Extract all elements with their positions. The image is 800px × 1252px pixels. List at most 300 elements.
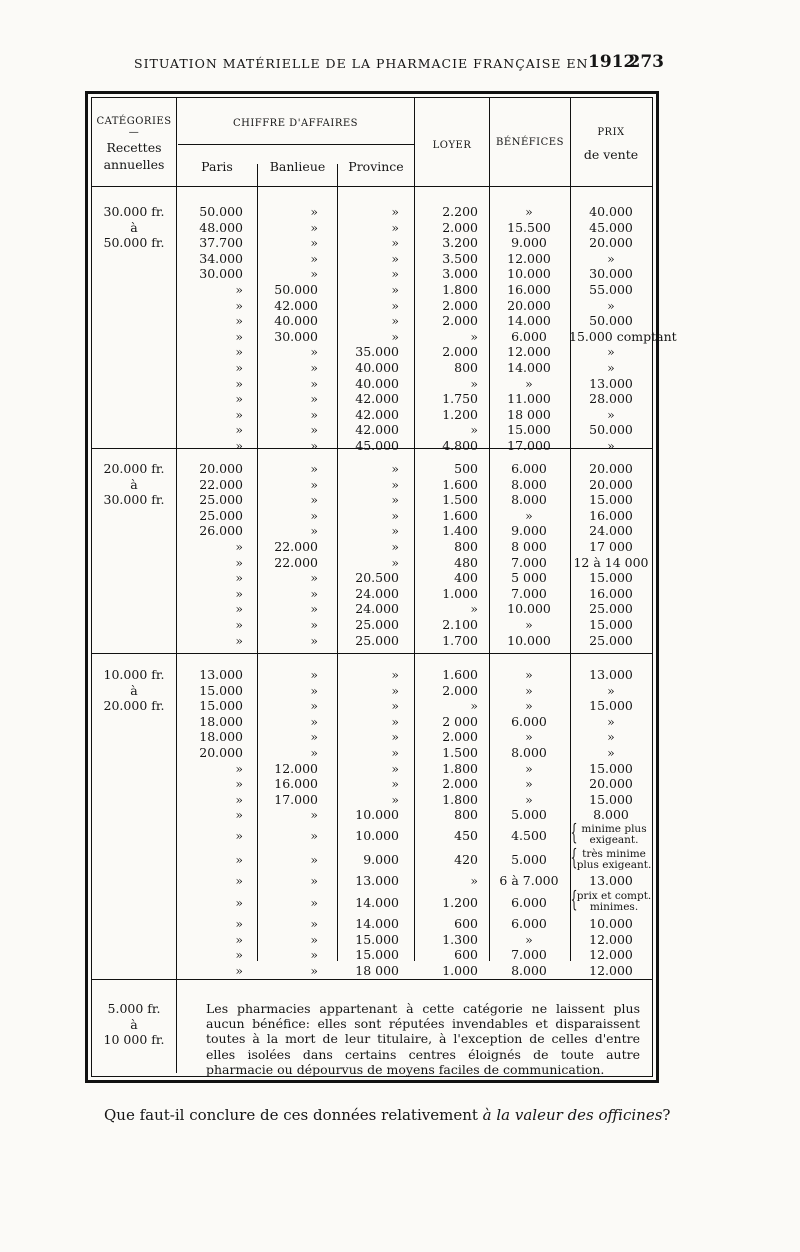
cell-profits: 8.000 bbox=[511, 962, 547, 978]
cell-province: » bbox=[391, 729, 399, 745]
cell-price: 55.000 bbox=[589, 282, 633, 297]
cell-price: 13.000 bbox=[589, 873, 633, 889]
cell-province: 35.000 bbox=[355, 344, 399, 360]
cell-province: » bbox=[391, 682, 399, 698]
cell-paris: 13.000 bbox=[199, 667, 243, 682]
category-line: 10 000 fr. bbox=[103, 1032, 165, 1048]
cell-banlieue: 16.000 bbox=[274, 776, 318, 792]
cell-province: » bbox=[391, 523, 399, 539]
cell-banlieue: » bbox=[310, 391, 318, 407]
cell-price: 15.000 bbox=[589, 570, 633, 586]
cell-price: 15.000 bbox=[589, 698, 633, 714]
cell-price: 12.000 bbox=[589, 962, 633, 978]
cell-paris: » bbox=[235, 328, 243, 344]
page-number: 273 bbox=[628, 52, 664, 72]
cell-province: 25.000 bbox=[355, 632, 399, 648]
cell-price: 25.000 bbox=[589, 632, 633, 648]
cell-paris: » bbox=[235, 422, 243, 438]
cell-price: » bbox=[607, 360, 615, 375]
cell-profits: 10.000 bbox=[507, 266, 551, 282]
cell-paris: » bbox=[235, 313, 243, 329]
cell-profits: » bbox=[525, 617, 533, 632]
cell-profits: 10.000 bbox=[507, 601, 551, 617]
cell-rent: 1.600 bbox=[442, 507, 478, 523]
cell-rent: 2.000 bbox=[442, 776, 478, 792]
cell-paris: » bbox=[235, 807, 243, 823]
cell-banlieue: » bbox=[310, 438, 318, 453]
cell-profits: 8.000 bbox=[511, 745, 547, 760]
category-line: 5.000 fr. bbox=[107, 1001, 161, 1016]
cell-paris: » bbox=[235, 760, 243, 776]
cell-province: 18 000 bbox=[355, 962, 399, 978]
category-label bbox=[92, 204, 176, 251]
cell-rent: 3.200 bbox=[442, 235, 478, 251]
running-title: SITUATION MATÉRIELLE DE LA PHARMACIE FRANÇAISE EN bbox=[134, 56, 589, 71]
cell-rent: 1.500 bbox=[442, 492, 478, 508]
cell-paris: » bbox=[235, 776, 243, 792]
cell-banlieue: » bbox=[310, 873, 318, 889]
cell-banlieue: 40.000 bbox=[274, 313, 318, 329]
cell-rent: » bbox=[470, 601, 478, 617]
cell-banlieue: 17.000 bbox=[274, 791, 318, 807]
cell-profits: 9.000 bbox=[511, 235, 547, 251]
cell-paris: » bbox=[235, 791, 243, 807]
column-rule bbox=[176, 98, 177, 1073]
cell-banlieue: » bbox=[310, 461, 318, 476]
cell-province: » bbox=[391, 250, 399, 266]
category-5000 bbox=[92, 1001, 176, 1048]
header-paris: Paris bbox=[201, 159, 233, 174]
cell-profits: » bbox=[525, 791, 533, 807]
cell-rent: 1.600 bbox=[442, 476, 478, 492]
cell-price: 50.000 bbox=[589, 422, 633, 438]
cell-banlieue: » bbox=[310, 916, 318, 931]
cell-paris: » bbox=[235, 375, 243, 391]
cell-price: 15.000 bbox=[589, 791, 633, 807]
cell-rent: 1.800 bbox=[442, 760, 478, 776]
cell-province: » bbox=[391, 554, 399, 570]
category-line: 30.000 fr. bbox=[103, 492, 165, 508]
cell-rent: 1.300 bbox=[442, 931, 478, 947]
cell-profits: 6.000 bbox=[511, 461, 547, 476]
cell-province: 14.000 bbox=[355, 895, 399, 911]
cell-price: 16.000 bbox=[589, 507, 633, 523]
cell-rent: 3.500 bbox=[442, 250, 478, 266]
cell-profits: » bbox=[525, 931, 533, 947]
cell-paris: » bbox=[235, 931, 243, 947]
cell-province: 10.000 bbox=[355, 807, 399, 823]
cell-banlieue: » bbox=[310, 585, 318, 601]
cell-paris: 15.000 bbox=[199, 682, 243, 698]
cell-price: 20.000 bbox=[589, 776, 633, 792]
cell-banlieue: » bbox=[310, 962, 318, 978]
cell-profits: » bbox=[525, 375, 533, 391]
price-remark bbox=[576, 824, 652, 846]
cell-paris: » bbox=[235, 827, 243, 843]
footer-question bbox=[104, 1106, 670, 1124]
cell-banlieue: » bbox=[310, 895, 318, 911]
cell-rent: 1.200 bbox=[442, 895, 478, 911]
cell-banlieue: » bbox=[310, 713, 318, 729]
cell-province: 25.000 bbox=[355, 617, 399, 632]
cell-price: 24.000 bbox=[589, 523, 633, 539]
cell-paris: 30.000 bbox=[199, 266, 243, 282]
cell-rent: 2.100 bbox=[442, 617, 478, 632]
cell-rent: 1.800 bbox=[442, 791, 478, 807]
cell-banlieue: 12.000 bbox=[274, 760, 318, 776]
cell-banlieue: » bbox=[310, 507, 318, 523]
cell-paris: » bbox=[235, 297, 243, 313]
cell-banlieue: 22.000 bbox=[274, 539, 318, 554]
cell-paris: » bbox=[235, 539, 243, 554]
cell-province: » bbox=[391, 667, 399, 682]
cell-rent: 1.200 bbox=[442, 406, 478, 422]
cell-profits: 9.000 bbox=[511, 523, 547, 539]
cell-profits: » bbox=[525, 682, 533, 698]
category-label bbox=[92, 667, 176, 714]
cell-banlieue: » bbox=[310, 729, 318, 745]
header-banlieue: Banlieue bbox=[269, 159, 326, 174]
cell-province: » bbox=[391, 507, 399, 523]
cell-rent: 1.750 bbox=[442, 391, 478, 407]
cell-price: 28.000 bbox=[589, 391, 633, 407]
cell-banlieue: » bbox=[310, 698, 318, 714]
cell-paris: 20.000 bbox=[199, 745, 243, 760]
category-line: à bbox=[130, 1016, 138, 1032]
remark-line: exigeant. bbox=[589, 834, 639, 846]
header-province: Province bbox=[348, 159, 404, 174]
cell-paris: » bbox=[235, 344, 243, 360]
cell-province: » bbox=[391, 461, 399, 476]
cell-price: 12 à 14 000 bbox=[573, 554, 649, 570]
cell-rent: 500 bbox=[454, 461, 478, 476]
cell-banlieue: » bbox=[310, 250, 318, 266]
running-header bbox=[88, 52, 664, 76]
cell-rent: » bbox=[470, 873, 478, 889]
cell-profits: 8.000 bbox=[511, 476, 547, 492]
cell-paris: 25.000 bbox=[199, 492, 243, 508]
cell-profits: » bbox=[525, 776, 533, 792]
cell-profits: 8 000 bbox=[511, 539, 547, 554]
cell-profits: 6.000 bbox=[511, 328, 547, 344]
cell-paris: 18.000 bbox=[199, 729, 243, 745]
cell-price: » bbox=[607, 745, 615, 760]
cell-province: 15.000 bbox=[355, 947, 399, 963]
cell-province: 40.000 bbox=[355, 375, 399, 391]
cell-rent: » bbox=[470, 375, 478, 391]
cell-profits: 18 000 bbox=[507, 406, 551, 422]
remark-line: minime plus bbox=[581, 823, 647, 835]
cell-paris: 26.000 bbox=[199, 523, 243, 539]
cell-price: 30.000 bbox=[589, 266, 633, 282]
group-rule bbox=[92, 653, 652, 654]
cell-paris: 25.000 bbox=[199, 507, 243, 523]
cell-province: 15.000 bbox=[355, 931, 399, 947]
cell-price: 17 000 bbox=[589, 539, 633, 554]
cell-paris: » bbox=[235, 852, 243, 868]
cell-banlieue: » bbox=[310, 931, 318, 947]
cell-province: 20.500 bbox=[355, 570, 399, 586]
footer-text-italic: à la valeur des officines bbox=[482, 1106, 663, 1124]
cell-banlieue: » bbox=[310, 406, 318, 422]
cell-province: » bbox=[391, 776, 399, 792]
cell-province: » bbox=[391, 235, 399, 251]
cell-profits: 7.000 bbox=[511, 585, 547, 601]
cell-profits: 12.000 bbox=[507, 250, 551, 266]
cell-price: 13.000 bbox=[589, 375, 633, 391]
cell-province: » bbox=[391, 698, 399, 714]
cell-price: » bbox=[607, 682, 615, 698]
cell-province: » bbox=[391, 328, 399, 344]
cell-paris: » bbox=[235, 391, 243, 407]
cell-banlieue: » bbox=[310, 745, 318, 760]
cell-paris: 20.000 bbox=[199, 461, 243, 476]
cell-banlieue: » bbox=[310, 667, 318, 682]
cell-price: 15.000 bbox=[589, 492, 633, 508]
cell-province: 45.000 bbox=[355, 438, 399, 453]
cell-banlieue: » bbox=[310, 476, 318, 492]
category-line: 20.000 fr. bbox=[103, 461, 165, 476]
cell-profits: 5.000 bbox=[511, 852, 547, 868]
price-remark bbox=[576, 891, 652, 913]
cell-paris: » bbox=[235, 554, 243, 570]
cell-banlieue: 42.000 bbox=[274, 297, 318, 313]
cell-province: » bbox=[391, 266, 399, 282]
cell-rent: 800 bbox=[454, 360, 478, 375]
price-remark bbox=[576, 849, 652, 871]
cell-rent: » bbox=[470, 698, 478, 714]
header-price: PRIX bbox=[597, 127, 625, 138]
cell-province: » bbox=[391, 297, 399, 313]
cell-province: 24.000 bbox=[355, 601, 399, 617]
cell-profits: » bbox=[525, 507, 533, 523]
cell-province: » bbox=[391, 313, 399, 329]
brace-glyph: { bbox=[570, 821, 578, 846]
header-categories: CATÉGORIES bbox=[96, 116, 172, 127]
cell-paris: » bbox=[235, 895, 243, 911]
cell-paris: » bbox=[235, 617, 243, 632]
cell-price: » bbox=[607, 713, 615, 729]
header-turnover: CHIFFRE D'AFFAIRES bbox=[232, 118, 359, 129]
cell-profits: 14.000 bbox=[507, 313, 551, 329]
cell-banlieue: » bbox=[310, 375, 318, 391]
cell-rent: 2 000 bbox=[442, 713, 478, 729]
cell-price: » bbox=[607, 729, 615, 745]
cell-banlieue: » bbox=[310, 617, 318, 632]
cell-rent: 600 bbox=[454, 916, 478, 931]
cell-profits: 12.000 bbox=[507, 344, 551, 360]
cell-price: 20.000 bbox=[589, 461, 633, 476]
cell-price: 50.000 bbox=[589, 313, 633, 329]
remark-line: minimes. bbox=[589, 901, 639, 913]
cell-province: » bbox=[391, 476, 399, 492]
cell-province: » bbox=[391, 760, 399, 776]
category-line: à bbox=[130, 476, 138, 492]
header-receipts-1: Recettes bbox=[106, 140, 162, 155]
cell-province: 42.000 bbox=[355, 422, 399, 438]
cell-paris: 50.000 bbox=[199, 204, 243, 219]
cell-profits: 4.500 bbox=[511, 827, 547, 843]
category-label bbox=[92, 461, 176, 508]
footer-text-end: ? bbox=[662, 1106, 671, 1124]
cell-paris: » bbox=[235, 873, 243, 889]
cell-banlieue: » bbox=[310, 344, 318, 360]
category-line: à bbox=[130, 682, 138, 698]
cell-province: » bbox=[391, 219, 399, 235]
cell-paris: 22.000 bbox=[199, 476, 243, 492]
cell-banlieue: » bbox=[310, 360, 318, 375]
category-line: 50.000 fr. bbox=[103, 235, 165, 251]
cell-rent: 420 bbox=[454, 852, 478, 868]
cell-province: 42.000 bbox=[355, 406, 399, 422]
cell-province: » bbox=[391, 745, 399, 760]
cell-profits: 5.000 bbox=[511, 807, 547, 823]
cell-banlieue: » bbox=[310, 570, 318, 586]
header-dash: — bbox=[128, 127, 140, 138]
cell-profits: » bbox=[525, 698, 533, 714]
header-rent: LOYER bbox=[432, 140, 472, 151]
cell-price: » bbox=[607, 406, 615, 422]
cell-paris: » bbox=[235, 632, 243, 648]
footer-text-start: Que faut-il conclure de ces données relativement bbox=[104, 1106, 483, 1124]
cell-price: 15.000 bbox=[589, 760, 633, 776]
cell-paris: » bbox=[235, 406, 243, 422]
cell-price: 8.000 bbox=[593, 807, 629, 823]
cell-banlieue: » bbox=[310, 807, 318, 823]
cell-paris: » bbox=[235, 962, 243, 978]
cell-rent: 800 bbox=[454, 807, 478, 823]
remark-line: prix et compt. bbox=[576, 890, 652, 902]
cell-province: » bbox=[391, 492, 399, 508]
cell-province: 24.000 bbox=[355, 585, 399, 601]
cell-rent: 1.800 bbox=[442, 282, 478, 297]
cell-province: » bbox=[391, 204, 399, 219]
cell-paris: 37.700 bbox=[199, 235, 243, 251]
cell-rent: 2.000 bbox=[442, 219, 478, 235]
cell-profits: » bbox=[525, 667, 533, 682]
cell-profits: 20.000 bbox=[507, 297, 551, 313]
header-subrule bbox=[178, 144, 414, 145]
cell-province: » bbox=[391, 539, 399, 554]
brace-glyph: { bbox=[570, 888, 578, 913]
cell-rent: » bbox=[470, 422, 478, 438]
header-profits: BÉNÉFICES bbox=[496, 137, 564, 148]
cell-price: 20.000 bbox=[589, 476, 633, 492]
cell-rent: 1.400 bbox=[442, 523, 478, 539]
category-line: 10.000 fr. bbox=[103, 667, 165, 682]
cell-province: 42.000 bbox=[355, 391, 399, 407]
header-price-sub: de vente bbox=[583, 147, 639, 162]
cell-price: 15.000 comptant bbox=[569, 328, 677, 344]
cell-price: 12.000 bbox=[589, 931, 633, 947]
cell-paris: » bbox=[235, 570, 243, 586]
cell-banlieue: » bbox=[310, 266, 318, 282]
cell-rent: 1.700 bbox=[442, 632, 478, 648]
cell-price: 13.000 bbox=[589, 667, 633, 682]
cell-rent: 480 bbox=[454, 554, 478, 570]
cell-rent: 3.000 bbox=[442, 266, 478, 282]
cell-province: » bbox=[391, 282, 399, 297]
category-line: 20.000 fr. bbox=[103, 698, 165, 714]
header-receipts-2: annuelles bbox=[103, 157, 165, 172]
cell-profits: 11.000 bbox=[507, 391, 551, 407]
cell-banlieue: » bbox=[310, 235, 318, 251]
cell-banlieue: » bbox=[310, 827, 318, 843]
cell-province: 14.000 bbox=[355, 916, 399, 931]
cell-paris: 15.000 bbox=[199, 698, 243, 714]
cell-province: 13.000 bbox=[355, 873, 399, 889]
cell-profits: 15.000 bbox=[507, 422, 551, 438]
cell-paris: 34.000 bbox=[199, 250, 243, 266]
cell-price: 40.000 bbox=[589, 204, 633, 219]
cell-rent: 2.000 bbox=[442, 682, 478, 698]
cell-rent: 800 bbox=[454, 539, 478, 554]
cell-profits: 16.000 bbox=[507, 282, 551, 297]
cell-paris: » bbox=[235, 585, 243, 601]
cell-paris: 48.000 bbox=[199, 219, 243, 235]
cell-banlieue: 30.000 bbox=[274, 328, 318, 344]
cell-banlieue: » bbox=[310, 632, 318, 648]
cell-rent: 4.800 bbox=[442, 438, 478, 453]
cell-rent: 1.000 bbox=[442, 962, 478, 978]
brace-glyph: { bbox=[570, 846, 578, 871]
cell-profits: 14.000 bbox=[507, 360, 551, 375]
remark-line: très minime bbox=[582, 848, 646, 860]
cell-banlieue: » bbox=[310, 523, 318, 539]
cell-price: 45.000 bbox=[589, 219, 633, 235]
cell-profits: 8.000 bbox=[511, 492, 547, 508]
cell-paris: » bbox=[235, 438, 243, 453]
cell-profits: 6.000 bbox=[511, 713, 547, 729]
cell-price: » bbox=[607, 297, 615, 313]
header-bottom-rule bbox=[92, 186, 652, 187]
cell-profits: » bbox=[525, 760, 533, 776]
cell-paris: » bbox=[235, 916, 243, 931]
cell-rent: 2.000 bbox=[442, 729, 478, 745]
cell-profits: 15.500 bbox=[507, 219, 551, 235]
cell-province: 40.000 bbox=[355, 360, 399, 375]
category-line: à bbox=[130, 219, 138, 235]
cell-rent: 400 bbox=[454, 570, 478, 586]
cell-paris: 18.000 bbox=[199, 713, 243, 729]
cell-price: 15.000 bbox=[589, 617, 633, 632]
cell-rent: 1.000 bbox=[442, 585, 478, 601]
cell-paris: » bbox=[235, 360, 243, 375]
cell-profits: 5 000 bbox=[511, 570, 547, 586]
group-rule bbox=[92, 979, 652, 980]
cell-price: 10.000 bbox=[589, 916, 633, 931]
cell-banlieue: » bbox=[310, 852, 318, 868]
cell-banlieue: » bbox=[310, 492, 318, 508]
cell-rent: » bbox=[470, 328, 478, 344]
cell-rent: 2.000 bbox=[442, 297, 478, 313]
cell-price: 16.000 bbox=[589, 585, 633, 601]
cell-price: » bbox=[607, 344, 615, 360]
cell-province: » bbox=[391, 791, 399, 807]
cell-rent: 2.200 bbox=[442, 204, 478, 219]
cell-banlieue: » bbox=[310, 219, 318, 235]
cell-banlieue: » bbox=[310, 422, 318, 438]
cell-profits: 6 à 7.000 bbox=[499, 873, 559, 889]
cell-paris: » bbox=[235, 282, 243, 297]
cell-profits: 6.000 bbox=[511, 895, 547, 911]
cell-profits: 7.000 bbox=[511, 554, 547, 570]
cell-banlieue: » bbox=[310, 601, 318, 617]
cell-banlieue: 22.000 bbox=[274, 554, 318, 570]
cell-price: 25.000 bbox=[589, 601, 633, 617]
running-year: 1912 bbox=[588, 52, 636, 72]
statistics-table bbox=[85, 91, 677, 1083]
